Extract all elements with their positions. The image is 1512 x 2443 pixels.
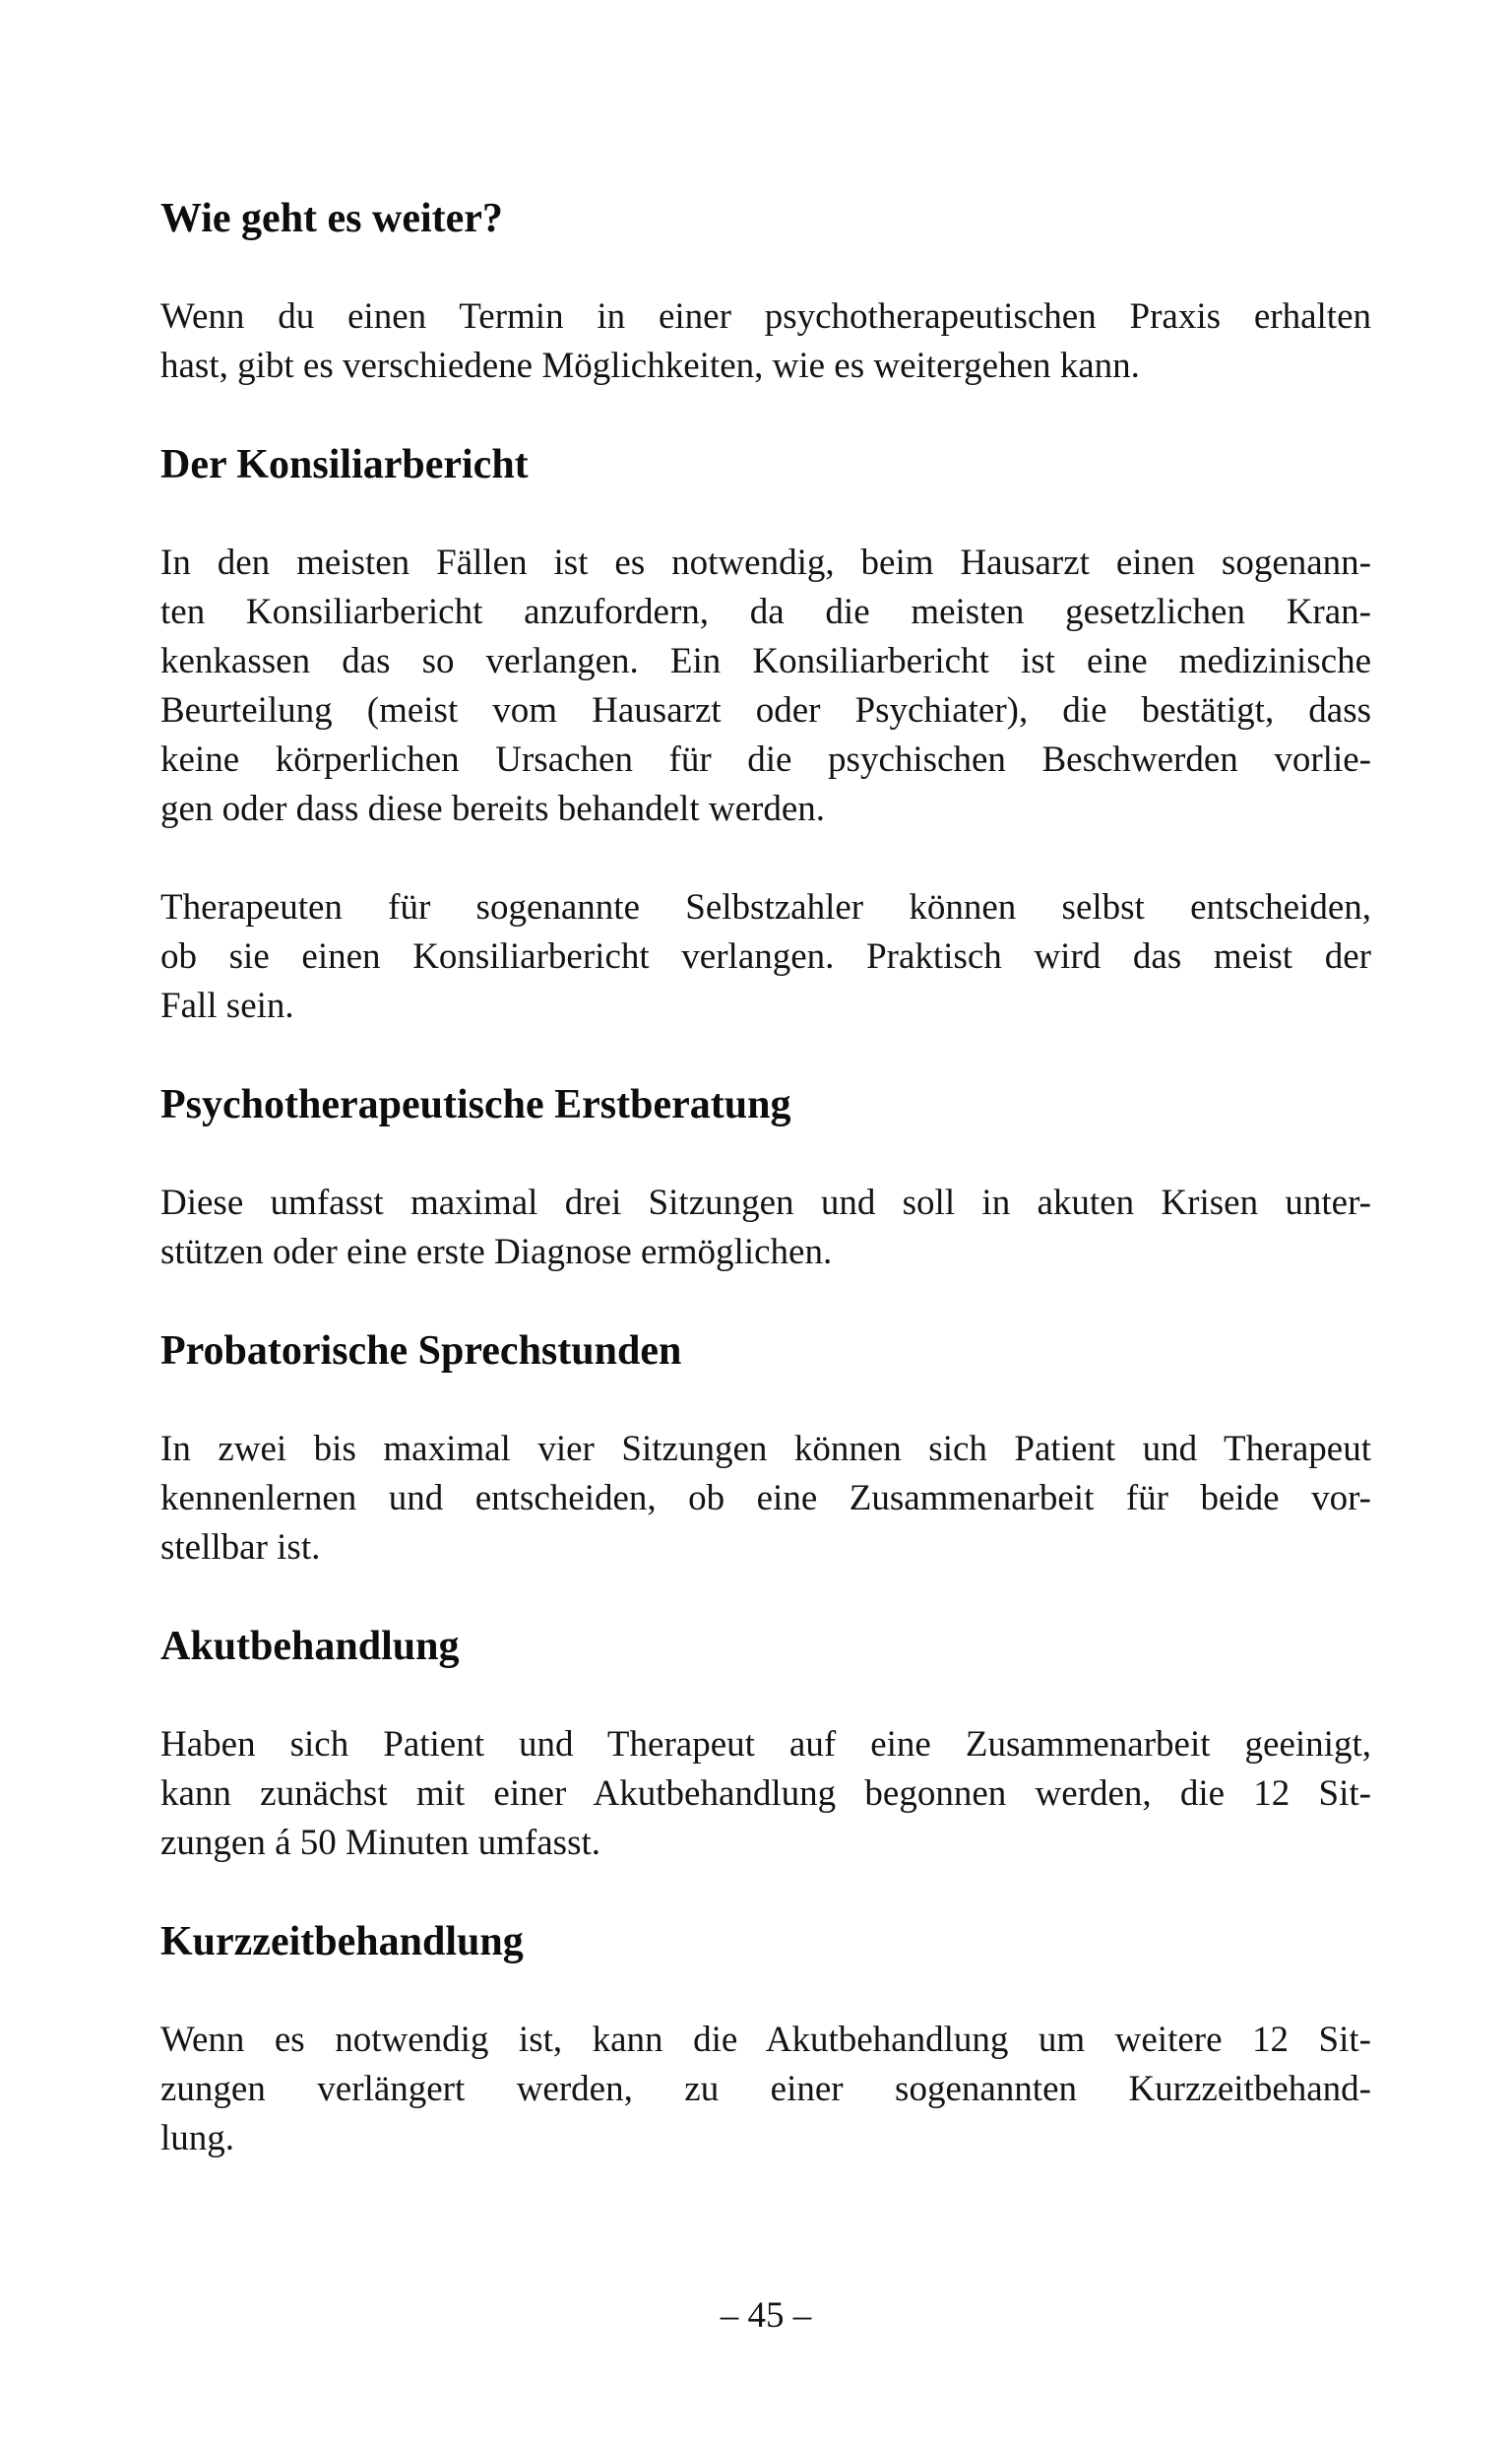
section-heading: Akutbehandlung: [160, 1624, 460, 1669]
paragraph-line: zungen verlängert werden, zu einer sogenannten Kurzzeitbehand-: [160, 2069, 1371, 2109]
paragraph: [160, 539, 1371, 834]
paragraph-line: In den meisten Fällen ist es notwendig, beim Hausarzt einen sogenann-: [160, 543, 1371, 583]
paragraph-line: Wenn es notwendig ist, kann die Akutbehandlung um weitere 12 Sit-: [160, 2020, 1371, 2060]
paragraph: [160, 1720, 1371, 1868]
page-number: – 45 –: [720, 2295, 812, 2336]
paragraph-line: kenkassen das so verlangen. Ein Konsiliarbericht ist eine medizinische: [160, 641, 1371, 681]
text-column: [160, 194, 1371, 2163]
paragraph-line: kennenlernen und entscheiden, ob eine Zusammenarbeit für beide vor-: [160, 1478, 1371, 1518]
paragraph-line: Wenn du einen Termin in einer psychotherapeutischen Praxis erhalten: [160, 296, 1371, 337]
paragraph: [160, 883, 1371, 1031]
paragraph-line: zungen á 50 Minuten umfasst.: [160, 1823, 600, 1863]
paragraph-line: stützen oder eine erste Diagnose ermöglichen.: [160, 1232, 833, 1272]
paragraph-line: Fall sein.: [160, 986, 294, 1026]
paragraph-line: ob sie einen Konsiliarbericht verlangen. Praktisch wird das meist der: [160, 936, 1371, 977]
section-heading: Kurzzeitbehandlung: [160, 1919, 524, 1964]
paragraph: [160, 1179, 1371, 1277]
paragraph-line: stellbar ist.: [160, 1527, 321, 1568]
paragraph-line: Therapeuten für sogenannte Selbstzahler können selbst entscheiden,: [160, 887, 1371, 928]
paragraph: [160, 2016, 1371, 2163]
paragraph-line: keine körperlichen Ursachen für die psychischen Beschwerden vorlie-: [160, 739, 1371, 780]
paragraph: [160, 1425, 1371, 1573]
paragraph-line: gen oder dass diese bereits behandelt werden.: [160, 789, 825, 829]
paragraph-line: ten Konsiliarbericht anzufordern, da die meisten gesetzlichen Kran-: [160, 592, 1371, 632]
paragraph-line: Diese umfasst maximal drei Sitzungen und soll in akuten Krisen unter-: [160, 1183, 1371, 1223]
section-heading: Probatorische Sprechstunden: [160, 1328, 682, 1374]
paragraph-line: kann zunächst mit einer Akutbehandlung begonnen werden, die 12 Sit-: [160, 1773, 1371, 1814]
paragraph: [160, 292, 1371, 391]
paragraph-line: In zwei bis maximal vier Sitzungen können sich Patient und Therapeut: [160, 1429, 1371, 1469]
paragraph-line: Haben sich Patient und Therapeut auf eine Zusammenarbeit geeinigt,: [160, 1724, 1371, 1765]
paragraph-line: lung.: [160, 2118, 235, 2158]
page-title: Wie geht es weiter?: [160, 196, 503, 241]
paragraph-line: hast, gibt es verschiedene Möglichkeiten, wie es weitergehen kann.: [160, 346, 1140, 386]
section-heading: Psychotherapeutische Erstberatung: [160, 1082, 791, 1127]
section-heading: Der Konsiliarbericht: [160, 442, 529, 487]
paragraph-line: Beurteilung (meist vom Hausarzt oder Psychiater), die bestätigt, dass: [160, 690, 1371, 731]
